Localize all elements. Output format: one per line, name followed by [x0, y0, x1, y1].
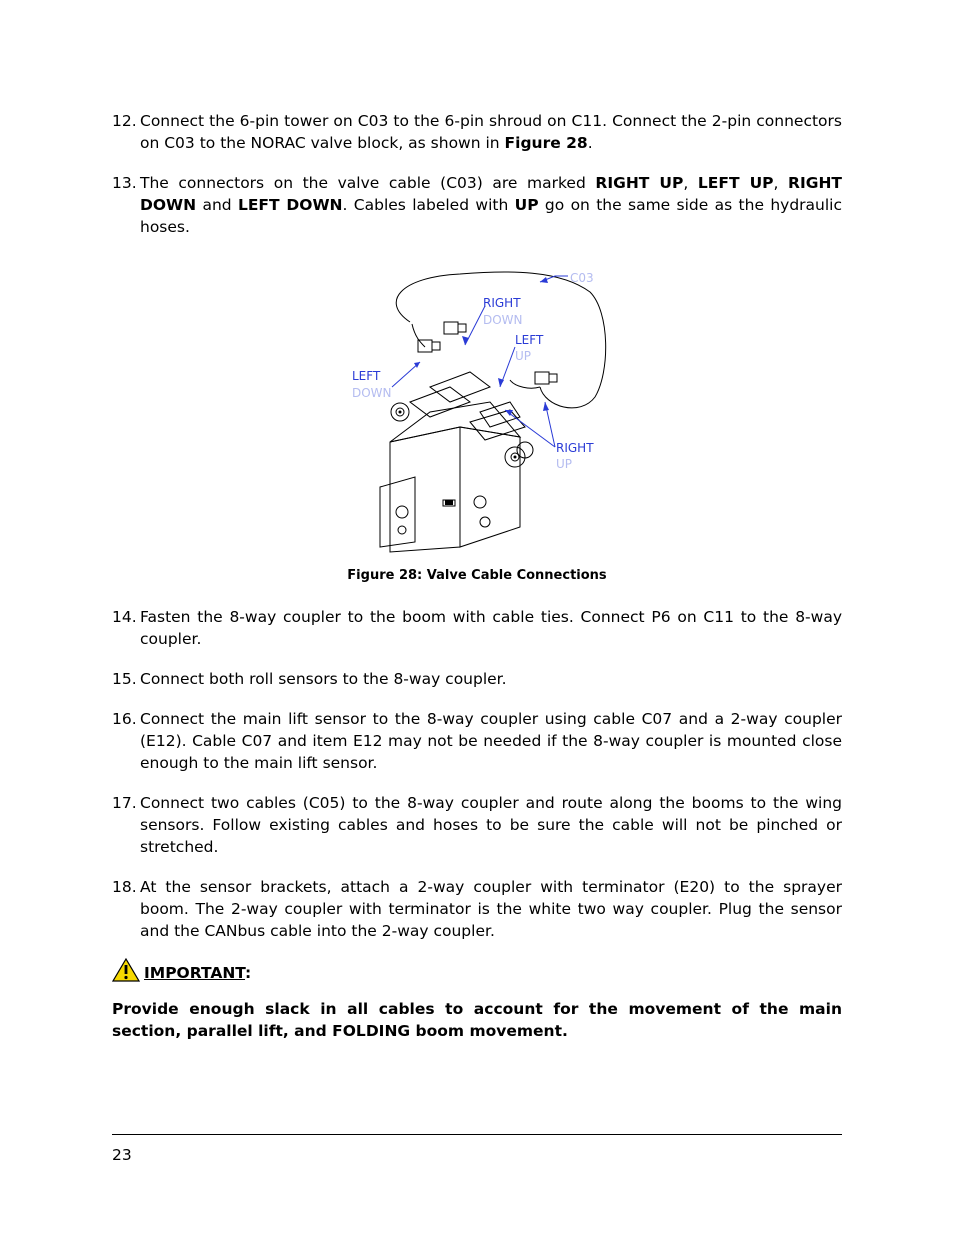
step-number: 14. [112, 608, 137, 626]
label-right-down-2: DOWN [483, 313, 523, 327]
warning-icon [112, 958, 140, 982]
important-label: IMPORTANT [144, 964, 246, 982]
label-right-down-1: RIGHT [483, 296, 521, 310]
text-run: go on the same side as the hydraulic hoses. [140, 196, 842, 236]
step-text [140, 876, 842, 942]
valve-cable-figure [340, 262, 620, 562]
step-12 [112, 110, 842, 154]
label-right-up-2: UP [556, 457, 573, 471]
bold-term: LEFT UP [697, 174, 774, 192]
text-run: , [773, 174, 789, 192]
step-number: 18. [112, 878, 137, 896]
step-text [140, 792, 842, 858]
text-run: , [683, 174, 698, 192]
label-left-up-1: LEFT [515, 333, 544, 347]
important-colon: : [245, 964, 252, 982]
step-number: 13. [112, 174, 137, 192]
important-heading [112, 958, 251, 984]
step-15 [112, 668, 842, 690]
step-text [140, 172, 842, 238]
label-left-down-2: DOWN [352, 386, 392, 400]
step-14 [112, 606, 842, 650]
step-text [140, 708, 842, 774]
label-c03: C03 [570, 271, 594, 285]
step-text [140, 668, 842, 690]
text-run: Connect the 6-pin tower on C03 to the 6-pin shroud on C11. Connect the 2-pin connectors on C03 to the NORAC valve block, as shown in [140, 112, 842, 152]
step-number: 15. [112, 670, 137, 688]
label-right-up-1: RIGHT [556, 441, 594, 455]
step-number: 17. [112, 794, 137, 812]
step-16 [112, 708, 842, 774]
text-run: Connect the main lift sensor to the 8-way coupler using cable C07 and a 2-way coupler (E12). Cable C07 and item E12 may not be needed if the 8-way coupler is mounted close enough to the main lift sensor. [140, 710, 842, 772]
bold-term: RIGHT DOWN [140, 174, 843, 214]
bold-term: Figure 28 [504, 134, 588, 152]
step-18 [112, 876, 842, 942]
text-run: At the sensor brackets, attach a 2-way coupler with terminator (E20) to the sprayer boom. The 2-way coupler with terminator is the white two way coupler. Plug the sensor and the CANbus cable into the 2-way coupler. [140, 878, 842, 940]
bold-term: UP [514, 196, 539, 214]
text-run: . [587, 134, 593, 152]
valve-block-illustration [340, 262, 620, 562]
text-run: . Cables labeled with [342, 196, 515, 214]
text-run: Connect two cables (C05) to the 8-way coupler and route along the booms to the wing sensors. Follow existing cables and hoses to be sure the cable will not be pinched or stretched. [140, 794, 842, 856]
figure-caption: Figure 28: Valve Cable Connections [347, 568, 607, 583]
text-run: Fasten the 8-way coupler to the boom with cable ties. Connect P6 on C11 to the 8-way coupler. [140, 608, 842, 648]
text-run: Connect both roll sensors to the 8-way coupler. [140, 670, 507, 688]
page-number: 23 [112, 1146, 132, 1164]
important-text: Provide enough slack in all cables to account for the movement of the main section, parallel lift, and FOLDING boom movement. [112, 1000, 842, 1040]
text-run: and [196, 196, 238, 214]
step-text [140, 606, 842, 650]
bold-term: RIGHT UP [595, 174, 684, 192]
bold-term: LEFT DOWN [237, 196, 343, 214]
step-13 [112, 172, 842, 238]
footer-divider [112, 1134, 842, 1135]
step-text [140, 110, 842, 154]
text-run: The connectors on the valve cable (C03) are marked [140, 174, 596, 192]
step-number: 12. [112, 112, 137, 130]
step-17 [112, 792, 842, 858]
label-left-down-1: LEFT [352, 369, 381, 383]
label-left-up-2: UP [515, 349, 532, 363]
step-number: 16. [112, 710, 137, 728]
